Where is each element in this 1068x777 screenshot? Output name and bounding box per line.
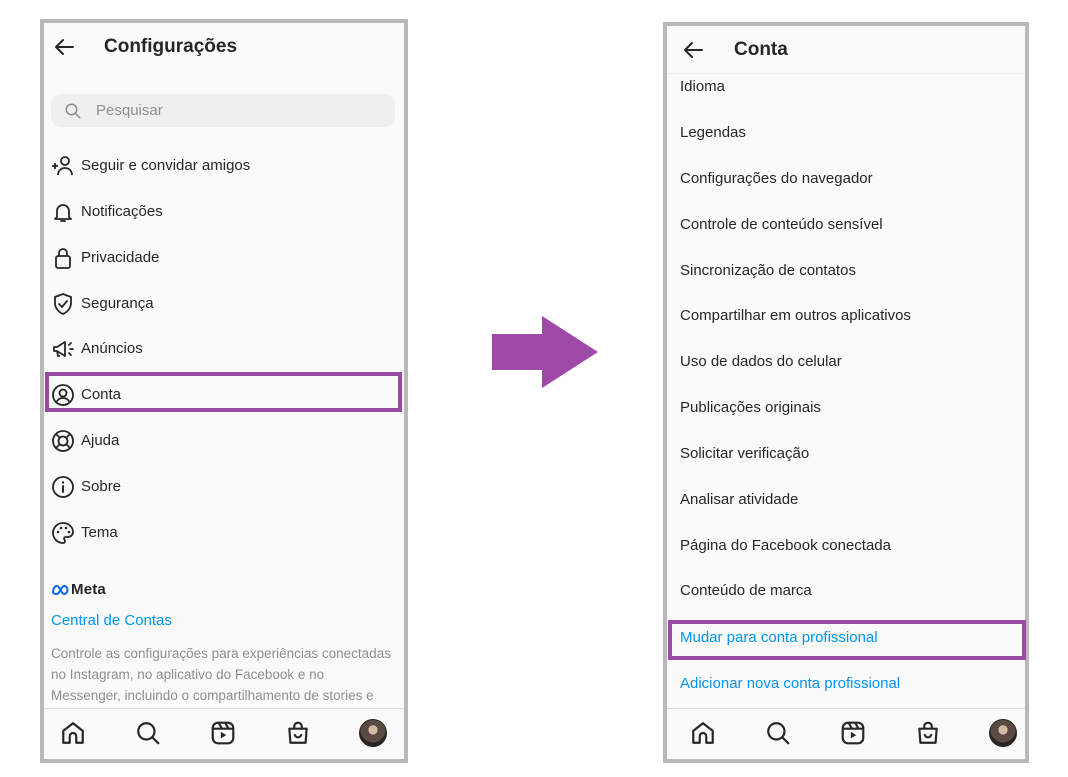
search-icon[interactable] — [765, 720, 791, 746]
menu-item-review-activity[interactable]: Analisar atividade — [680, 491, 799, 508]
shop-icon[interactable] — [285, 720, 311, 746]
bottom-nav — [667, 708, 1025, 759]
menu-item-captions[interactable]: Legendas — [680, 124, 746, 141]
menu-item-sensitive-content[interactable]: Controle de conteúdo sensível — [680, 216, 883, 233]
menu-item-branded-content[interactable]: Conteúdo de marca — [680, 582, 812, 599]
meta-infinity-icon — [51, 584, 70, 596]
reels-icon[interactable] — [210, 720, 236, 746]
account-header — [667, 26, 1025, 74]
settings-header — [44, 23, 404, 71]
menu-item-share-other-apps[interactable]: Compartilhar em outros aplicativos — [680, 307, 911, 324]
search-icon[interactable] — [135, 720, 161, 746]
menu-label: Tema — [81, 524, 118, 541]
accounts-center-description: Controle as configurações para experiências conectadas no Instagram, no aplicativo do Facebook e no Messenger, incluindo o compartilhamento de stories e — [51, 646, 391, 703]
shield-check-icon — [51, 292, 75, 316]
accounts-center-link[interactable]: Central de Contas — [51, 612, 172, 629]
add-person-icon — [51, 154, 75, 178]
home-icon[interactable] — [690, 720, 716, 746]
shop-icon[interactable] — [915, 720, 941, 746]
lifebuoy-icon — [51, 429, 75, 453]
highlight-box — [45, 372, 402, 412]
menu-label: Sobre — [81, 478, 122, 495]
menu-item-facebook-page[interactable]: Página do Facebook conectada — [680, 537, 891, 554]
reels-icon[interactable] — [840, 720, 866, 746]
lock-icon — [51, 246, 75, 270]
bell-icon — [51, 200, 75, 224]
megaphone-icon — [51, 337, 75, 361]
meta-logo-text: Meta — [71, 581, 106, 598]
menu-label: Segurança — [81, 295, 154, 312]
search-input[interactable] — [96, 94, 386, 127]
menu-item-help[interactable] — [44, 421, 404, 461]
menu-label: Anúncios — [81, 340, 143, 357]
menu-item-cellular-data[interactable]: Uso de dados do celular — [680, 353, 842, 370]
search-icon — [64, 102, 82, 120]
back-arrow-icon[interactable] — [52, 35, 76, 59]
search-bar[interactable] — [51, 94, 395, 127]
add-professional-account-link[interactable]: Adicionar nova conta profissional — [680, 675, 901, 692]
profile-avatar[interactable] — [989, 719, 1017, 747]
settings-screen — [40, 19, 408, 763]
menu-item-language[interactable]: Idioma — [680, 78, 726, 95]
menu-label: Notificações — [81, 203, 163, 220]
menu-item-contacts-sync[interactable]: Sincronização de contatos — [680, 262, 856, 279]
menu-item-browser-settings[interactable]: Configurações do navegador — [680, 170, 873, 187]
menu-label: Seguir e convidar amigos — [81, 157, 251, 174]
menu-label: Privacidade — [81, 249, 160, 266]
account-screen — [663, 22, 1029, 763]
page-title: Conta — [734, 39, 788, 60]
page-title: Configurações — [104, 36, 238, 57]
menu-item-ads[interactable] — [44, 329, 404, 369]
menu-item-follow-invite[interactable] — [44, 146, 404, 186]
menu-item-notifications[interactable] — [44, 192, 404, 232]
menu-item-original-posts[interactable]: Publicações originais — [680, 399, 821, 416]
menu-item-about[interactable] — [44, 467, 404, 507]
menu-item-theme[interactable] — [44, 513, 404, 553]
switch-to-professional-link[interactable]: Mudar para conta profissional — [680, 629, 878, 646]
menu-item-security[interactable] — [44, 284, 404, 324]
menu-item-request-verification[interactable]: Solicitar verificação — [680, 445, 810, 462]
header-divider — [667, 73, 1025, 74]
menu-item-privacy[interactable] — [44, 238, 404, 278]
back-arrow-icon[interactable] — [681, 38, 705, 62]
right-arrow-icon — [492, 316, 598, 388]
home-icon[interactable] — [60, 720, 86, 746]
profile-avatar[interactable] — [359, 719, 387, 747]
info-icon — [51, 475, 75, 499]
palette-icon — [51, 521, 75, 545]
menu-label: Ajuda — [81, 432, 120, 449]
menu-label: Conta — [81, 386, 122, 403]
bottom-nav — [44, 708, 404, 759]
